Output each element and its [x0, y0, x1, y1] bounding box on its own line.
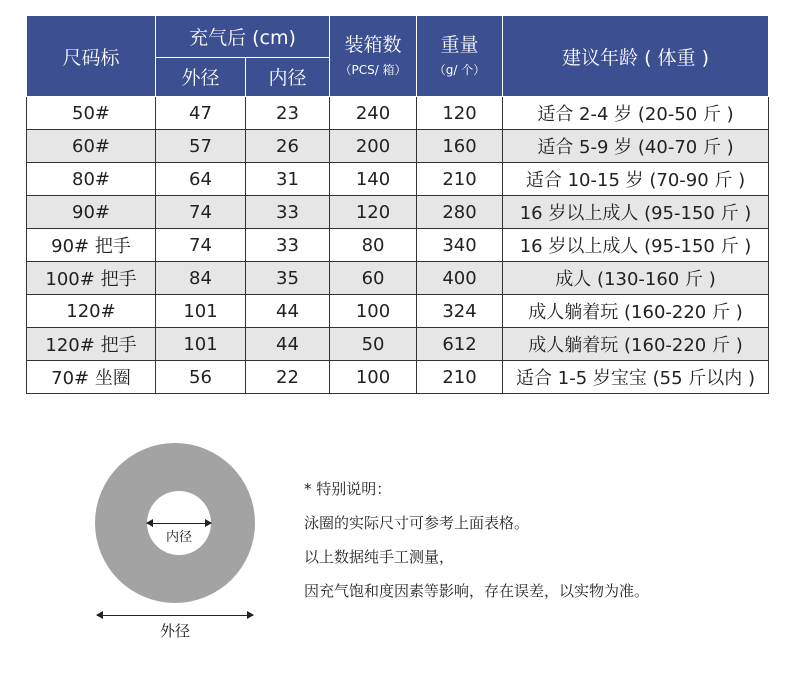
cell-age: 成人躺着玩 (160-220 斤 ) — [503, 328, 769, 361]
cell-qty: 120 — [330, 196, 417, 229]
cell-inner: 35 — [246, 262, 330, 295]
cell-outer: 101 — [156, 295, 246, 328]
cell-inner: 23 — [246, 97, 330, 130]
cell-qty: 100 — [330, 295, 417, 328]
table-row — [27, 163, 769, 196]
header-box-qty-unit: （PCS/ 箱） — [339, 63, 407, 77]
special-notes — [304, 472, 774, 608]
outer-diameter-label: 外径 — [159, 622, 190, 640]
cell-weight: 340 — [417, 229, 503, 262]
cell-age: 成人 (130-160 斤 ) — [503, 262, 769, 295]
cell-qty: 140 — [330, 163, 417, 196]
cell-weight: 324 — [417, 295, 503, 328]
table-row — [27, 196, 769, 229]
header-weight-label: 重量 — [440, 34, 479, 56]
header-row — [27, 16, 769, 58]
cell-inner: 26 — [246, 130, 330, 163]
cell-weight: 280 — [417, 196, 503, 229]
cell-size: 120# 把手 — [27, 328, 156, 361]
cell-age: 适合 1-5 岁宝宝 (55 斤以内 ) — [503, 361, 769, 394]
note-line: 因充气饱和度因素等影响，存在误差，以实物为准。 — [304, 582, 650, 600]
header-inflated: 充气后 (cm) — [156, 16, 330, 58]
cell-qty: 100 — [330, 361, 417, 394]
size-table — [26, 15, 769, 394]
cell-outer: 84 — [156, 262, 246, 295]
cell-weight: 210 — [417, 163, 503, 196]
cell-size: 80# — [27, 163, 156, 196]
header-box-qty-label: 装箱数 — [344, 34, 402, 56]
header-age: 建议年龄 ( 体重 ) — [503, 16, 769, 97]
cell-age: 16 岁以上成人 (95-150 斤 ) — [503, 229, 769, 262]
cell-weight: 120 — [417, 97, 503, 130]
cell-size: 50# — [27, 97, 156, 130]
cell-outer: 56 — [156, 361, 246, 394]
note-line: 泳圈的实际尺寸可参考上面表格。 — [304, 514, 530, 532]
cell-inner: 31 — [246, 163, 330, 196]
cell-weight: 400 — [417, 262, 503, 295]
ring-diagram — [95, 443, 255, 643]
cell-qty: 50 — [330, 328, 417, 361]
cell-size: 60# — [27, 130, 156, 163]
table-row — [27, 130, 769, 163]
header-box-qty — [330, 16, 417, 97]
cell-size: 100# 把手 — [27, 262, 156, 295]
header-inner: 内径 — [246, 57, 330, 97]
table-row — [27, 229, 769, 262]
cell-age: 适合 2-4 岁 (20-50 斤 ) — [503, 97, 769, 130]
cell-weight: 612 — [417, 328, 503, 361]
cell-qty: 200 — [330, 130, 417, 163]
cell-outer: 64 — [156, 163, 246, 196]
cell-inner: 44 — [246, 328, 330, 361]
header-outer: 外径 — [156, 57, 246, 97]
table-row — [27, 295, 769, 328]
cell-weight: 160 — [417, 130, 503, 163]
cell-age: 成人躺着玩 (160-220 斤 ) — [503, 295, 769, 328]
cell-qty: 240 — [330, 97, 417, 130]
cell-qty: 60 — [330, 262, 417, 295]
header-weight — [417, 16, 503, 97]
cell-weight: 210 — [417, 361, 503, 394]
notes-title: * 特别说明： — [304, 480, 392, 498]
cell-size: 70# 坐圈 — [27, 361, 156, 394]
cell-inner: 33 — [246, 196, 330, 229]
inner-diameter-label: 内径 — [165, 530, 192, 545]
cell-age: 适合 5-9 岁 (40-70 斤 ) — [503, 130, 769, 163]
cell-inner: 44 — [246, 295, 330, 328]
cell-age: 适合 10-15 岁 (70-90 斤 ) — [503, 163, 769, 196]
table-row — [27, 328, 769, 361]
cell-inner: 33 — [246, 229, 330, 262]
cell-inner: 22 — [246, 361, 330, 394]
cell-outer: 101 — [156, 328, 246, 361]
table-row — [27, 361, 769, 394]
header-weight-unit: （g/ 个） — [433, 63, 486, 77]
cell-outer: 74 — [156, 229, 246, 262]
cell-outer: 74 — [156, 196, 246, 229]
note-line: 以上数据纯手工测量， — [304, 548, 455, 566]
outer-diameter-arrow — [97, 615, 253, 616]
arrow-right-icon — [247, 611, 254, 619]
cell-size: 120# — [27, 295, 156, 328]
cell-size: 90# — [27, 196, 156, 229]
cell-outer: 47 — [156, 97, 246, 130]
cell-size: 90# 把手 — [27, 229, 156, 262]
cell-qty: 80 — [330, 229, 417, 262]
cell-outer: 57 — [156, 130, 246, 163]
table-row — [27, 97, 769, 130]
inner-diameter-arrow — [147, 523, 211, 524]
cell-age: 16 岁以上成人 (95-150 斤 ) — [503, 196, 769, 229]
arrow-left-icon — [96, 611, 103, 619]
header-size: 尺码标 — [27, 16, 156, 97]
table-row — [27, 262, 769, 295]
